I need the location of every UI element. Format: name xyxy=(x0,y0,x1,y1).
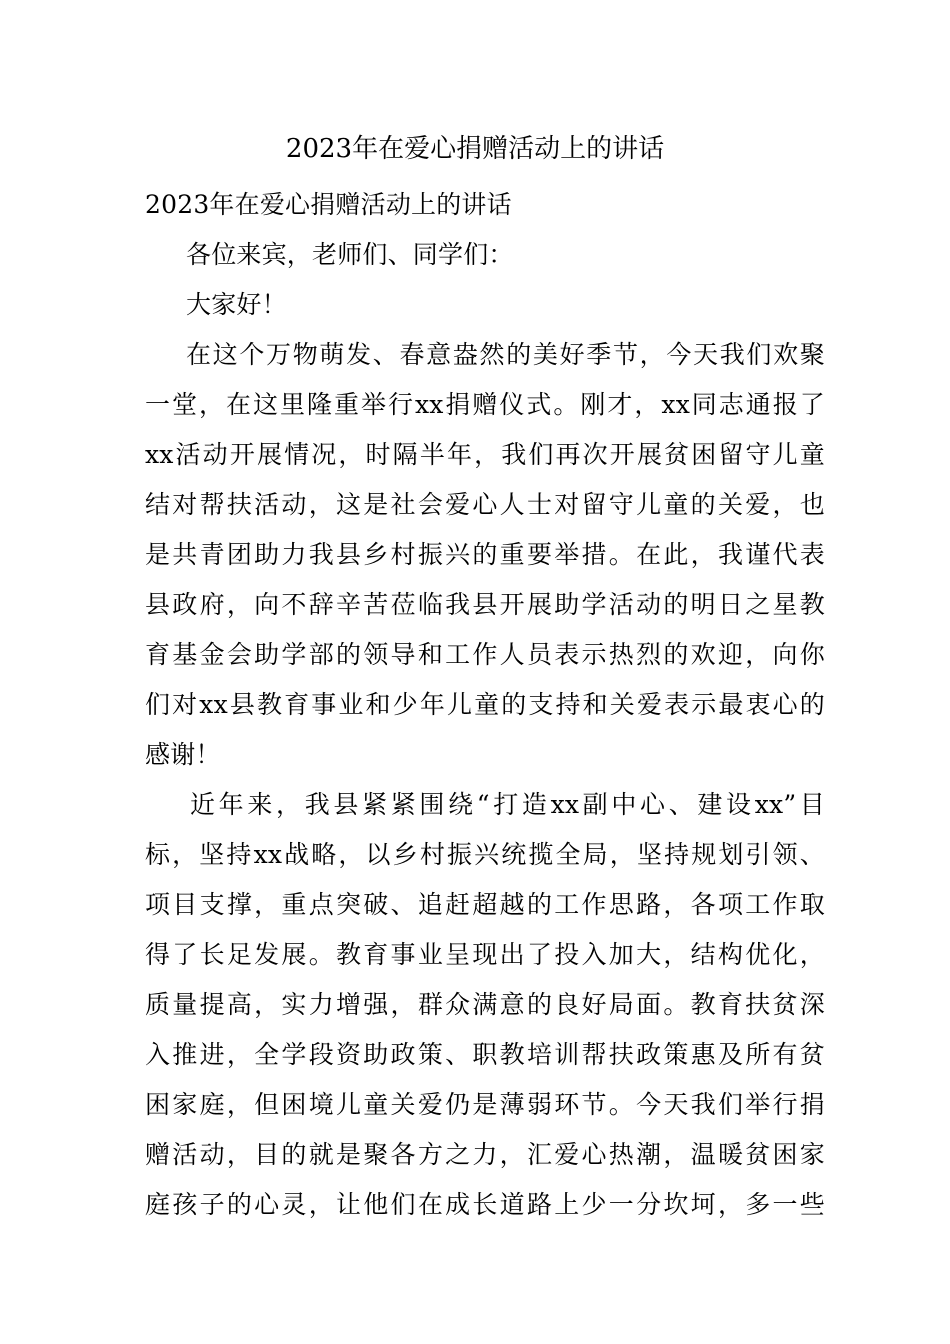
paragraph-line: 在这个万物萌发、春意盎然的美好季节，今天我们欢聚 xyxy=(186,340,825,369)
paragraph-line: 结对帮扶活动，这是社会爱心人士对留守儿童的关爱，也 xyxy=(145,490,825,519)
paragraph-line: xx活动开展情况，时隔半年，我们再次开展贫困留守儿童 xyxy=(145,440,825,469)
document-subtitle: 2023年在爱心捐赠活动上的讲话 xyxy=(145,190,512,219)
paragraph-1 xyxy=(145,330,825,780)
paragraph-line: 标，坚持xx战略，以乡村振兴统揽全局，坚持规划引领、 xyxy=(145,840,825,869)
paragraph-line: 育基金会助学部的领导和工作人员表示热烈的欢迎，向你 xyxy=(145,640,825,669)
paragraph-2 xyxy=(145,780,825,1230)
greeting-line: 各位来宾，老师们、同学们： xyxy=(186,240,514,269)
paragraph-line: 困家庭，但困境儿童关爱仍是薄弱环节。今天我们举行捐 xyxy=(145,1090,825,1119)
paragraph-line: 县政府，向不辞辛苦莅临我县开展助学活动的明日之星教 xyxy=(145,590,825,619)
document-body xyxy=(145,180,825,1230)
paragraph-line: 一堂，在这里隆重举行xx捐赠仪式。刚才，xx同志通报了 xyxy=(145,390,825,419)
paragraph-line: 入推进，全学段资助政策、职教培训帮扶政策惠及所有贫 xyxy=(145,1040,825,1069)
paragraph-line: 是共青团助力我县乡村振兴的重要举措。在此，我谨代表 xyxy=(145,540,825,569)
paragraph-line: 们对xx县教育事业和少年儿童的支持和关爱表示最衷心的 xyxy=(145,690,825,719)
paragraph-line: 得了长足发展。教育事业呈现出了投入加大，结构优化， xyxy=(145,940,825,969)
paragraph-line: 近年来，我县紧紧围绕“打造xx副中心、建设xx”目 xyxy=(190,790,825,819)
salutation-line: 大家好！ xyxy=(186,290,287,319)
paragraph-line: 赠活动，目的就是聚各方之力，汇爱心热潮，温暖贫困家 xyxy=(145,1140,825,1169)
paragraph-line: 质量提高，实力增强，群众满意的良好局面。教育扶贫深 xyxy=(145,990,825,1019)
paragraph-line: 感谢！ xyxy=(145,740,221,769)
document-title: 2023年在爱心捐赠活动上的讲话 xyxy=(285,134,665,164)
paragraph-line: 庭孩子的心灵，让他们在成长道路上少一分坎坷，多一些 xyxy=(145,1190,825,1219)
paragraph-line: 项目支撑，重点突破、追赶超越的工作思路，各项工作取 xyxy=(145,890,825,919)
